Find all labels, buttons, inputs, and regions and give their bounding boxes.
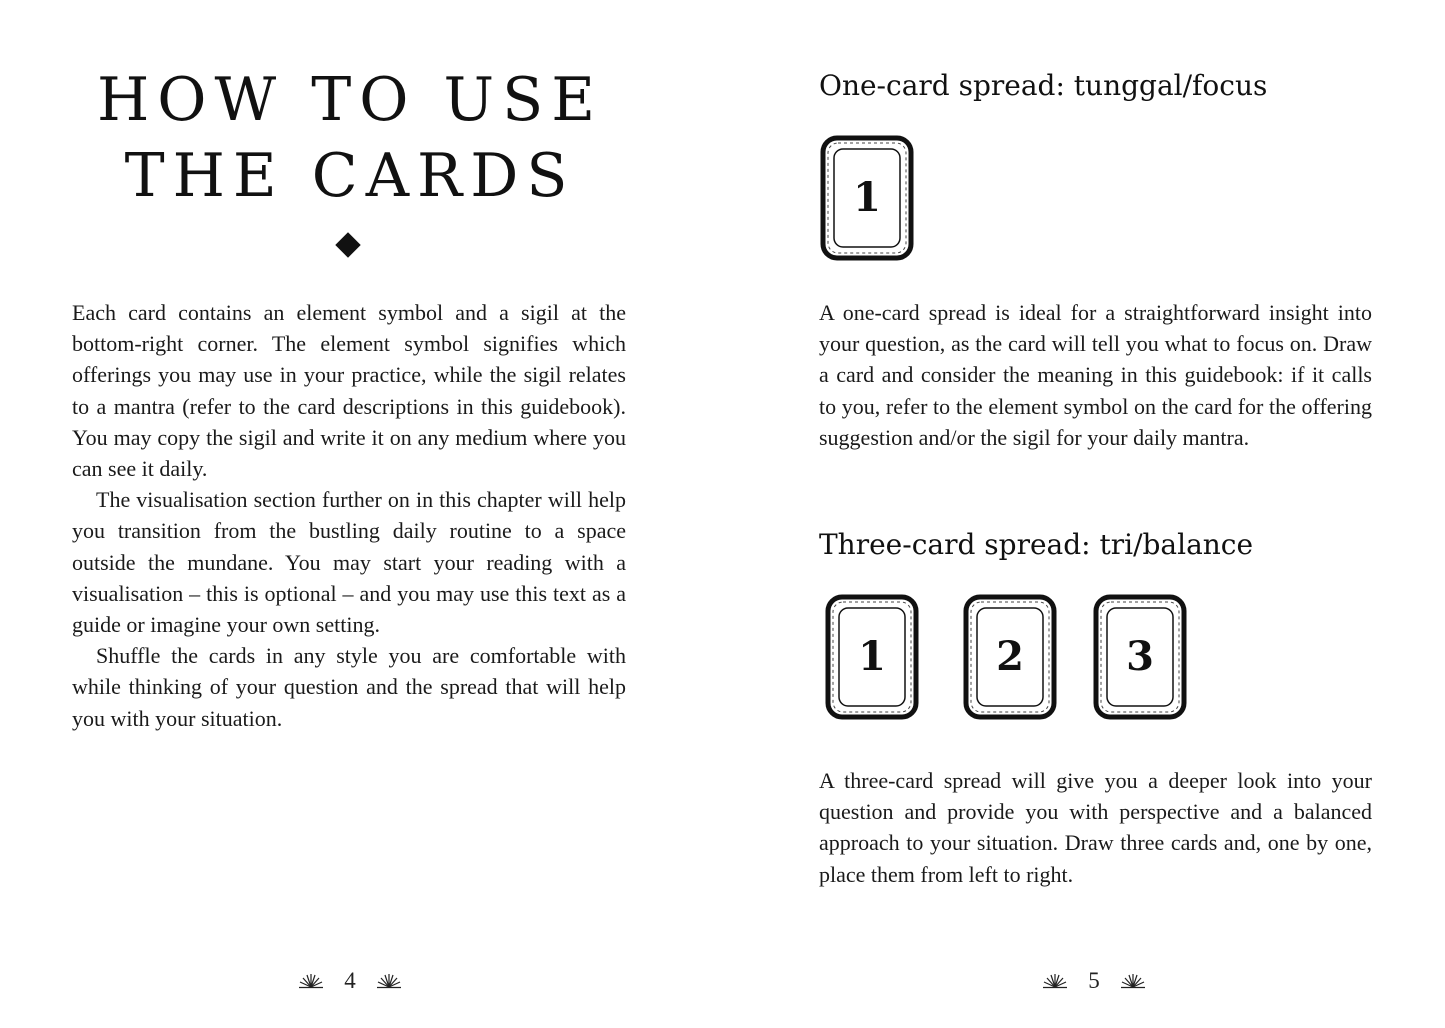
card-number: 2 [996, 633, 1024, 680]
right-page [722, 0, 1445, 1028]
page-number: 5 [1088, 968, 1100, 993]
intro-paragraph-1: Each card contains an element symbol and a sigil at the bottom-right corner. The element symbol signifies which offerings you may use in your practice, while the sigil relates to a mantra (refer to the card descriptions in this guidebook). You may copy the sigil and write it on any medium where you can see it daily. [72, 300, 626, 482]
fan-ornament-icon [376, 973, 402, 989]
card-number: 1 [858, 633, 886, 680]
spread-card [1092, 593, 1188, 721]
spread-card [824, 593, 920, 721]
one-card-heading: One-card spread: tunggal/focus [819, 69, 1268, 102]
diamond-icon [335, 232, 360, 257]
chapter-title [72, 62, 628, 214]
chapter-title-line-2: THE CARDS [124, 141, 576, 211]
folio-left [298, 966, 402, 996]
page-number: 4 [344, 968, 356, 993]
three-card-heading: Three-card spread: tri/balance [819, 528, 1254, 561]
intro-paragraph-2: The visualisation section further on in this chapter will help you transition from the bustling daily routine to a space outside the mundane. You may start your reading with a visualisation – this is optional – and you may use this text as a guide or imagine your own setting. [72, 487, 626, 638]
chapter-title-line-1: HOW TO USE [96, 65, 603, 135]
intro-body [72, 297, 626, 734]
card-number: 3 [1126, 633, 1154, 680]
fan-ornament-icon [1120, 973, 1146, 989]
spread-card [819, 134, 915, 262]
intro-paragraph-3: Shuffle the cards in any style you are comfortable with while thinking of your question and the spread that will help you with your situation. [72, 643, 626, 731]
folio-right [1042, 966, 1146, 996]
three-card-description: A three-card spread will give you a deeper look into your question and provide you with perspective and a balanced approach to your situation. Draw three cards and, one by one, place them from left to right. [819, 768, 1372, 887]
fan-ornament-icon [1042, 973, 1068, 989]
spread-card [962, 593, 1058, 721]
left-page [0, 0, 722, 1028]
fan-ornament-icon [298, 973, 324, 989]
card-number: 1 [853, 174, 881, 221]
one-card-description: A one-card spread is ideal for a straightforward insight into your question, as the card will tell you what to focus on. Draw a card and consider the meaning in this guidebook: if it calls to you, refer to the element symbol on the card for the offering suggestion and/or the sigil for your daily mantra. [819, 300, 1372, 450]
